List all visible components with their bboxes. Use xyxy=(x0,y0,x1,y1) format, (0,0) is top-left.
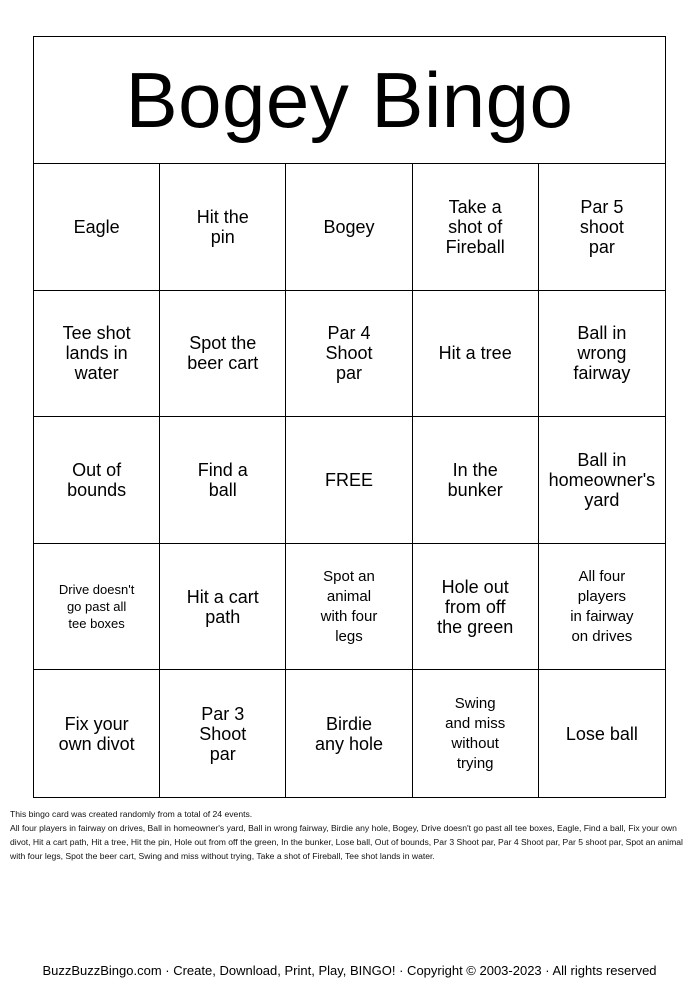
title-row xyxy=(34,37,665,164)
cell-text: Hit a tree xyxy=(438,343,512,364)
bingo-cell xyxy=(286,544,412,671)
bingo-cell xyxy=(160,544,286,671)
cell-text: Eagle xyxy=(73,216,120,237)
card-title: Bogey Bingo xyxy=(125,56,574,144)
bingo-cell xyxy=(286,164,412,291)
cell-text: Hit a cart path xyxy=(186,586,259,627)
bingo-cell xyxy=(34,291,160,418)
bingo-cell xyxy=(34,417,160,544)
cell-text: All four players in fairway on drives xyxy=(570,567,634,645)
bingo-cell xyxy=(413,291,539,418)
bingo-cell xyxy=(413,544,539,671)
footer-copyright: BuzzBuzzBingo.com · Create, Download, Print, Play, BINGO! · Copyright © 2003-2023 · All rights reserved xyxy=(42,963,657,978)
bingo-cell xyxy=(413,417,539,544)
free-space-cell xyxy=(286,417,412,544)
cell-text: Bogey xyxy=(323,216,375,237)
cell-text: Take a shot of Fireball xyxy=(445,196,505,257)
bingo-cell xyxy=(160,291,286,418)
event-notes xyxy=(10,807,690,863)
bingo-cell xyxy=(160,164,286,291)
cell-text: Par 3 Shoot par xyxy=(199,703,247,764)
bingo-cell xyxy=(539,670,665,797)
notes-event-list: All four players in fairway on drives, Ball in homeowner's yard, Ball in wrong fairway, Birdie any hole, Bogey, Drive doesn't go past all tee boxes, Eagle, Find a ball, Fix your own divot, Hit a cart path, Hit a tree, Hit the pin, Hole out from off the green, In the bunker, Lose ball, Out of bounds, Par 3 Shoot par, Par 4 Shoot par, Par 5 shoot par, Spot an animal with four legs, Spot the beer cart, Swing and miss without trying, Take a shot of Fireball, Tee shot lands in water. xyxy=(10,823,683,861)
cell-text: Drive doesn't go past all tee boxes xyxy=(58,582,135,632)
bingo-cell xyxy=(413,164,539,291)
cell-text: Hole out from off the green xyxy=(437,576,514,637)
bingo-cell xyxy=(413,670,539,797)
cell-text: Find a ball xyxy=(197,459,248,500)
cell-text: Out of bounds xyxy=(67,459,127,500)
bingo-cell xyxy=(160,417,286,544)
bingo-cell xyxy=(34,544,160,671)
cell-text: Par 5 shoot par xyxy=(579,196,624,257)
cell-text: Ball in wrong fairway xyxy=(573,323,631,384)
cell-text: Lose ball xyxy=(565,723,638,744)
bingo-cell xyxy=(286,670,412,797)
cell-text: Par 4 Shoot par xyxy=(325,323,373,384)
cell-text: Spot an animal with four legs xyxy=(320,567,378,645)
bingo-cell xyxy=(34,164,160,291)
bingo-cell xyxy=(539,417,665,544)
bingo-cell xyxy=(539,291,665,418)
bingo-cell xyxy=(539,544,665,671)
bingo-cell xyxy=(286,291,412,418)
cell-text: Tee shot lands in water xyxy=(62,323,131,384)
cell-text: Spot the beer cart xyxy=(187,333,259,374)
bingo-grid xyxy=(34,164,665,797)
cell-text: Ball in homeowner's yard xyxy=(548,449,656,510)
cell-text: Hit the pin xyxy=(196,206,249,247)
cell-text: FREE xyxy=(324,469,373,490)
cell-text: In the bunker xyxy=(447,459,503,500)
cell-text: Birdie any hole xyxy=(314,713,384,754)
notes-intro: This bingo card was created randomly from a total of 24 events. xyxy=(10,809,253,819)
bingo-cell xyxy=(34,670,160,797)
cell-text: Fix your own divot xyxy=(58,713,135,754)
bingo-card xyxy=(33,36,666,798)
cell-text: Swing and miss without trying xyxy=(445,694,506,772)
bingo-cell xyxy=(160,670,286,797)
bingo-cell xyxy=(539,164,665,291)
